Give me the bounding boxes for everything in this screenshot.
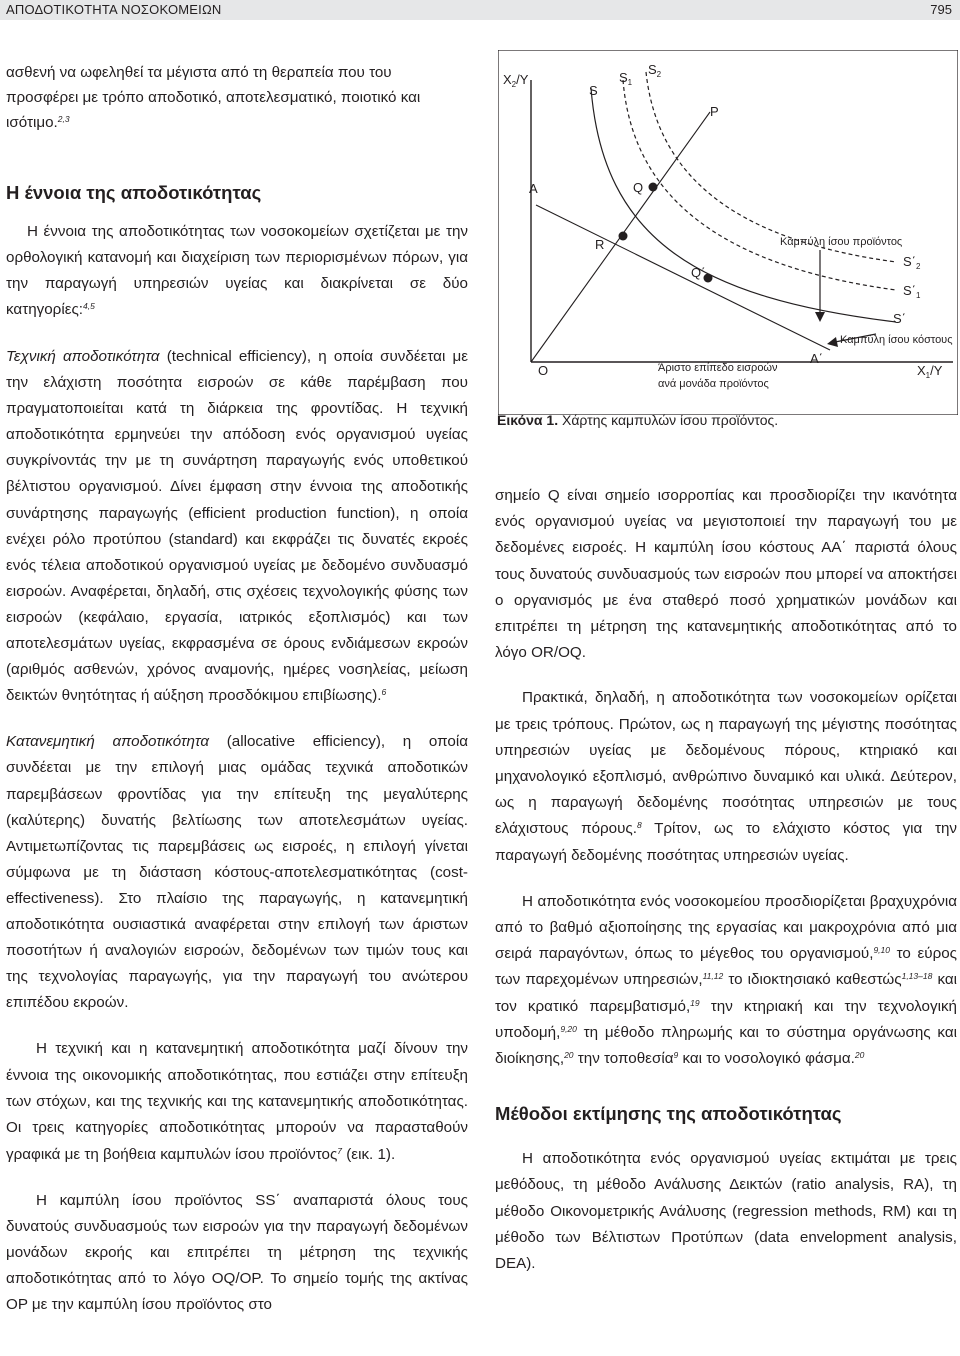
isoquant-diagram xyxy=(498,50,958,415)
optimal-label-2: ανά μονάδα προϊόντος xyxy=(658,378,769,390)
label-r: R xyxy=(595,237,605,252)
optimal-label-1: Άριστο επίπεδο εισροών xyxy=(658,362,778,374)
label-a: A xyxy=(529,181,538,196)
point-r xyxy=(619,232,628,241)
label-s2: $S_2$ xyxy=(648,62,662,79)
label-s1prime: $S΄_1$ xyxy=(903,283,921,300)
paragraph: Η αποδοτικότητα ενός νοσοκομείου προσδιορίζεται βραχυχρόνια από το βαθμό αξιοποίησης της εργασίας και μακροχρόνια από μια σειρά παραγόντων, όπως το μέγεθος του οργανισμού,$^{9,10}$ το εύρος των παρεχομένων υπηρεσιών,$^{11,12}$ το ιδιοκτησιακό καθεστώς$^{1,13-18}$ και τον κρατικό παρεμβατισμό,$^{19}$ την κτηριακή και την τεχνολογική υποδομή,$^{9,20}$ τη μέθοδο πληρωμής και το σύστημα οργάνωσης και διοίκησης,$^{20}$ την τοποθεσία$^9$ και το νοσολογικό φάσμα.$^{20}$ xyxy=(495,892,958,1068)
paragraph: σημείο Q είναι σημείο ισορροπίας και προσδιορίζει την ικανότητα ενός οργανισμού υγείας να μεγιστοποιεί την παραγωγή του με δεδομένες εισροές. Η καμπύλη ίσου κόστους ΑΑ΄ παριστά όλους τους δυνατούς συνδυασμούς των εισροών που μπορεί να αποκτήσει ο οργανισμός με ένα σταθερό ποσό χρηματικών μονάδων και επιτρέπει τη μέτρηση της κατανεμητικής αποδοτικότητας από το λόγο OR/OQ. xyxy=(495,487,957,662)
page-number: 795 xyxy=(930,2,952,17)
right-column xyxy=(495,483,957,1277)
paragraph: Η αποδοτικότητα ενός οργανισμού υγείας εκτιμάται με τρεις μεθόδους, τη μέθοδο Ανάλυσης Δεικτών (ratio analysis, RA), τη μέθοδο Οικονομετρικής Ανάλυσης (regression methods, RM) και τη μέθοδο των Βέλτιστων Προτύπων (data envelopment analysis, DEA). xyxy=(495,1150,957,1273)
point-q xyxy=(649,183,658,192)
label-s1: $S_1$ xyxy=(619,70,633,87)
intro-paragraph: ασθενή να ωφεληθεί τα μέγιστα από τη θεραπεία που του προσφέρει με τρόπο αποδοτικό, αποτελεσματικό, ποιοτικό και ισότιμο.$^{2,3}$ xyxy=(6,64,421,131)
label-aprime: A΄ xyxy=(810,351,823,366)
section-heading-methods: Μέθοδοι εκτίμησης της αποδοτικότητας xyxy=(495,1103,842,1125)
paragraph: Η έννοια της αποδοτικότητας των νοσοκομείων σχετίζεται με την ορθολογική κατανομή και διαχείριση των περιορισμένων πόρων, για την παραγωγή υπηρεσιών υγείας και διακρίνεται σε δύο κατηγορίες:$^{4,5}$ xyxy=(6,223,468,318)
paragraph: Η καμπύλη ίσου προϊόντος SS΄ αναπαριστά όλους τους δυνατούς συνδυασμούς των εισροών για την παραγωγή δεδομένων μονάδων εκροής και επιτρέπει τη μέτρηση της τεχνικής αποδοτικότητας από το λόγο OQ/OP. Το σημείο τομής της ακτίνας OP με την καμπύλη ίσου προϊόντος στο xyxy=(6,1191,468,1314)
label-sprime: S΄ xyxy=(893,311,906,326)
paragraph: Τεχνική αποδοτικότητα (technical efficiency), η οποία συνδέεται με την ελάχιστη ποσότητα εισροών σε κάθε παρέμβαση που πραγματοποιείται κατά τη διάρκεια της φροντίδας. Η τεχνική αποδοτικότητα ερμηνεύει την απόδοση ενός οργανισμού υγείας συγκρίνοντάς την με τη συνάρτηση παραγωγής ενός υποθετικού βέλτιστου οργανισμού. Δίνει έμφαση στην έννοια της αποδοτικής συνάρτησης παραγωγής (efficient production function), η οποία ενέχει ρόλο προτύπου (standard) και εκφράζει τις δυνατές εκροές ενός τέλεια αποδοτικού οργανισμού υγείας με δεδομένο συνδυασμό εισροών. Αναφέρεται, δηλαδή, στις σχέσεις τεχνολογικής φύσης των εισροών (κεφάλαιο, εργασία, ιατρικός εξοπλισμός) και των αποτελεσμάτων υγείας, εκφρασμένα σε όρους ενδιάμεσων εκροών (αριθμός ασθενών, χρόνος αναμονής, ημέρες νοσηλείας, μείωση δεικτών θνητότητας ή αύξηση προσδόκιμου επιβίωσης).$^6$ xyxy=(6,348,468,705)
label-q: Q xyxy=(633,180,644,195)
isocost-label: Καμπύλη ίσου κόστους xyxy=(840,334,953,346)
label-p: P xyxy=(710,104,719,119)
figure-frame xyxy=(498,50,958,415)
journal-title: ΑΠΟΔΟΤΙΚΟΤΗΤΑ ΝΟΣΟΚΟΜΕΙΩΝ xyxy=(6,2,222,17)
running-header xyxy=(0,0,960,20)
label-qprime: Q΄ xyxy=(691,265,706,280)
figure-caption: Εικόνα 1. Χάρτης καμπυλών ίσου προϊόντος. xyxy=(497,412,779,428)
label-s: S xyxy=(589,83,598,98)
label-s2prime: $S΄_2$ xyxy=(903,254,921,271)
y-axis-label: $X_2/Y$ xyxy=(503,72,529,89)
paragraph: Πρακτικά, δηλαδή, η αποδοτικότητα των νοσοκομείων ορίζεται με τρεις τρόπους. Πρώτον, ως η παραγωγή της μέγιστης ποσότητας υπηρεσιών υγείας με δεδομένους πόρους, κτηριακό και μηχανολογικό εξοπλισμό, ανθρώπινο δυναμικό και υλικά. Δεύτερον, ως η παραγωγή δεδομένης ποσότητας υπηρεσιών με τους ελάχιστους πόρους.$^8$ Τρίτον, ως το ελάχιστο κόστος για την παραγωγή δεδομένης ποσότητας υπηρεσιών υγείας. xyxy=(495,689,957,864)
left-column xyxy=(6,60,468,1318)
isoquant-label: Καμπύλη ίσου προϊόντος xyxy=(780,236,903,248)
paragraph: Κατανεμητική αποδοτικότητα (allocative efficiency), η οποία συνδέεται με την επιλογή μιας ομάδας τεχνικά αποδοτικών παρεμβάσεων φροντίδας για την επίτευξη της μεγαλύτερης (καλύτερης) δυνατής βελτίωσης των αποτελεσμάτων υγείας. Αντιμετωπίζοντας τις παρεμβάσεις ως εισροές, η επιλογή γίνεται σύμφωνα με τη διάσταση κόστους-αποτελεσματικότητας (cost-effectiveness). Στο πλαίσιο της παραγωγής, η κατανεμητική αποδοτικότητα ουσιαστικά αναφέρεται στην επιλογή των άριστων ποσοτήτων ή αναλογιών εισροών, δεδομένων των τιμών τους και της τεχνολογίας παραγωγής, για την παραγωγή του ανώτερου επιπέδου εκροών. xyxy=(6,733,468,1012)
section-heading-efficiency: Η έννοια της αποδοτικότητας xyxy=(6,182,262,203)
origin-label: O xyxy=(538,363,549,378)
paragraph: Η τεχνική και η κατανεμητική αποδοτικότητα μαζί δίνουν την έννοια της οικονομικής αποδοτικότητας, που εστιάζει στην επίτευξη των στόχων, και της τεχνικής και της κατανεμητικής αποδοτικότητας. Οι τρεις κατηγορίες αποδοτικότητας μπορούν να παρασταθούν γραφικά με τη βοήθεια καμπυλών ίσου προϊόντος$^7$ (εικ. 1). xyxy=(6,1040,468,1163)
isoquant-figure xyxy=(498,50,958,415)
x-axis-label: $X_1/Y$ xyxy=(917,363,943,380)
